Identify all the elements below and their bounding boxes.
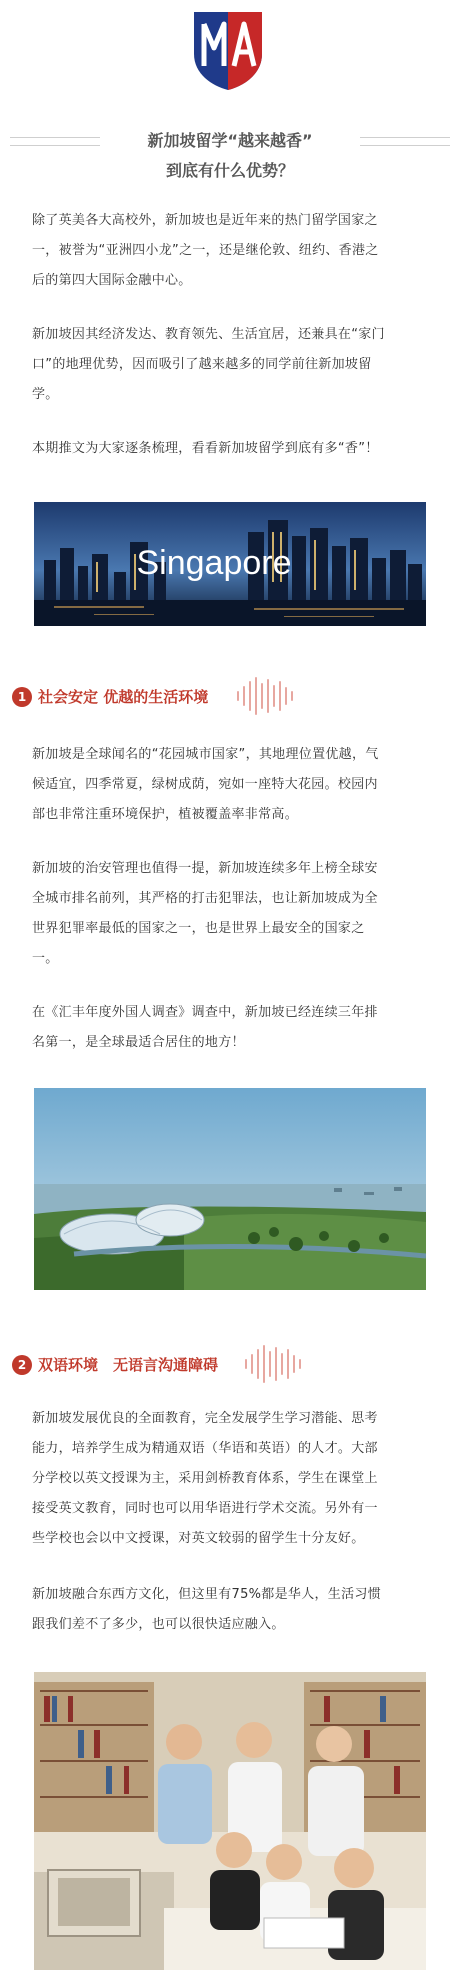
- section-1-paragraph-2: [32, 854, 428, 974]
- text-line: 学。: [32, 387, 59, 402]
- title-line-2: 到底有什么优势？: [165, 161, 294, 180]
- title-divider: [10, 145, 100, 146]
- title-divider: [360, 137, 450, 138]
- section-1-heading: [12, 676, 412, 716]
- intro-paragraph-1: [32, 206, 428, 296]
- text-line: 名第一，是全球最适合居住的地方！: [32, 1035, 245, 1050]
- text-line: 分学校以英文授课为主，采用剑桥教育体系，学生在课堂上: [32, 1471, 378, 1486]
- section-number-badge: 1: [12, 687, 32, 707]
- text-line: 候适宜，四季常夏，绿树成荫，宛如一座特大花园。校园内: [32, 777, 378, 792]
- sound-wave-icon: [234, 676, 304, 716]
- banner-caption: Singapore: [136, 544, 292, 582]
- section-1-paragraph-3: [32, 998, 428, 1058]
- section-title: 社会安定 优越的生活环境: [38, 688, 209, 706]
- article-title: [0, 116, 460, 186]
- text-line: 新加坡发展优良的全面教育，完全发展学生学习潜能、思考: [32, 1411, 378, 1426]
- text-line: 除了英美各大高校外，新加坡也是近年来的热门留学国家之: [32, 213, 378, 228]
- section-2-heading: [12, 1344, 412, 1384]
- text-line: 新加坡融合东西方文化，但这里有75%都是华人，生活习惯: [32, 1587, 381, 1602]
- text-line: 能力，培养学生成为精通双语（华语和英语）的人才。大部: [32, 1441, 378, 1456]
- section-number-badge: 2: [12, 1355, 32, 1375]
- school-logo: [190, 8, 266, 92]
- text-line: 接受英文教育，同时也可以用华语进行学术交流。另外有一: [32, 1501, 378, 1516]
- text-line: 一。: [32, 951, 59, 966]
- intro-paragraph-2: [32, 320, 428, 410]
- text-line: 在《汇丰年度外国人调查》调查中，新加坡已经连续三年排: [32, 1005, 378, 1020]
- text-line: 跟我们差不了多少，也可以很快适应融入。: [32, 1617, 285, 1632]
- students-library-image: [34, 1672, 426, 1970]
- section-1-paragraph-1: [32, 740, 428, 830]
- intro-paragraph-3: [32, 434, 428, 464]
- text-line: 口”的地理优势，因而吸引了越来越多的同学前往新加坡留: [32, 357, 372, 372]
- sound-wave-icon: [242, 1344, 312, 1384]
- text-line: 新加坡是全球闻名的“花园城市国家”，其地理位置优越，气: [32, 747, 379, 762]
- text-line: 部也非常注重环境保护，植被覆盖率非常高。: [32, 807, 299, 822]
- section-2-paragraph-1: [32, 1404, 428, 1554]
- title-divider: [10, 137, 100, 138]
- text-line: 一，被誉为“亚洲四小龙”之一，还是继伦敦、纽约、香港之: [32, 243, 379, 258]
- section-title: 双语环境 无语言沟通障碍: [38, 1356, 219, 1374]
- text-line: 全城市排名前列，其严格的打击犯罪法，也让新加坡成为全: [32, 891, 378, 906]
- text-line: 本期推文为大家逐条梳理，看看新加坡留学到底有多“香”！: [32, 441, 379, 456]
- text-line: 新加坡的治安管理也值得一提，新加坡连续多年上榜全球安: [32, 861, 378, 876]
- singapore-skyline-image: [34, 502, 426, 626]
- text-line: 后的第四大国际金融中心。: [32, 273, 192, 288]
- title-line-1: 新加坡留学“越来越香”: [147, 131, 313, 150]
- text-line: 些学校也会以中文授课，对英文较弱的留学生十分友好。: [32, 1531, 365, 1546]
- text-line: 世界犯罪率最低的国家之一，也是世界上最安全的国家之: [32, 921, 365, 936]
- text-line: 新加坡因其经济发达、教育领先、生活宜居，还兼具在“家门: [32, 327, 385, 342]
- title-divider: [360, 145, 450, 146]
- section-2-paragraph-2: [32, 1580, 428, 1640]
- gardens-by-the-bay-image: [34, 1088, 426, 1290]
